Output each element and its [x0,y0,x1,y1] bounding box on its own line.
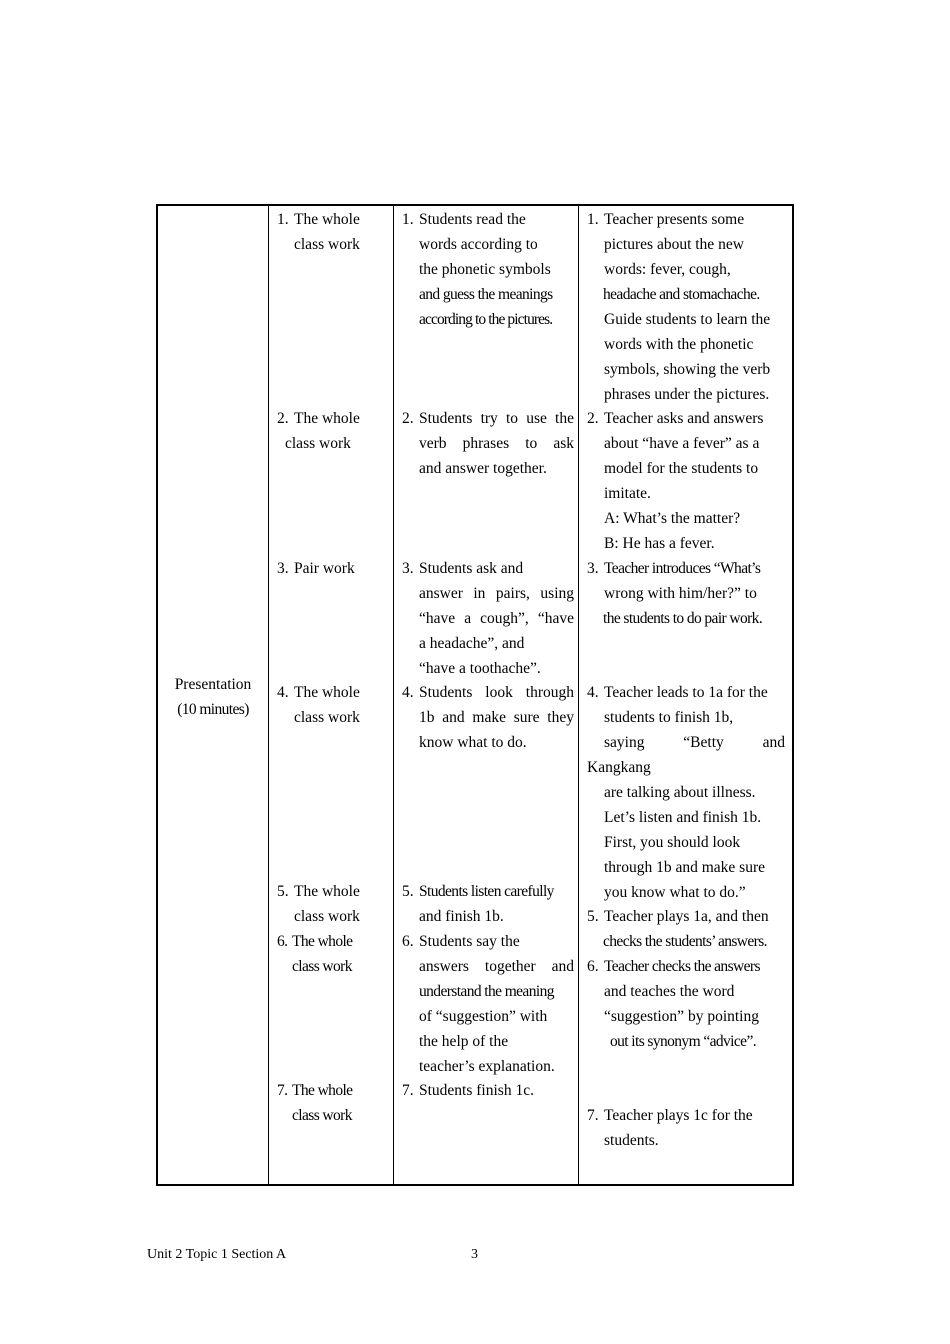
form-item-6: 6. The whole class work [277,933,353,975]
student-item-2: 2. Students try to use the verb phrases to ask and answer together. [402,410,574,477]
stage-duration: (10 minutes) [177,701,249,718]
column-divider [393,206,394,1184]
teacher-item-6: 6. Teacher checks the answers and teaches the word “suggestion” by pointing out its synonym “advice”. [587,958,760,1050]
student-item-3: 3. Students ask and answer in pairs, using “have a cough”, “have a headache”, and “have a toothache”. [402,560,574,677]
form-item-3: 3. Pair work [277,560,355,577]
form-item-2: 2. The whole class work [277,410,360,452]
stage-cell [158,672,268,722]
teacher-item-3: 3. Teacher introduces “What’s wrong with him/her?” to the students to do pair work. [587,560,763,627]
footer-section-label: Unit 2 Topic 1 Section A [147,1247,287,1262]
teacher-item-4: 4. Teacher leads to 1a for the students to finish 1b, saying “Betty and Kangkang are talking about illness. Let’s listen and finish 1b. First, you should look through 1b and make sure you know what to do.” [587,684,785,901]
footer-page-number: 3 [471,1247,478,1262]
form-item-7: 7. The whole class work [277,1082,353,1124]
student-item-7: 7. Students finish 1c. [402,1082,534,1099]
column-divider [268,206,269,1184]
justified-word: and [762,734,785,751]
student-item-6: 6. Students say the answers together and understand the meaning of “suggestion” with the help of the teacher’s explanation. [402,933,574,1075]
stage-name: Presentation [174,676,252,693]
form-item-4: 4. The whole class work [277,684,360,726]
student-item-4: 4. Students look through 1b and make sure they know what to do. [402,684,574,751]
justified-word: “Betty [683,734,724,751]
teacher-item-2: 2. Teacher asks and answers about “have a fever” as a model for the students to imitate. A: What’s the matter? B: He has a fever. [587,410,764,552]
form-item-5: 5. The whole class work [277,883,360,925]
student-item-1: 1. Students read the words according to the phonetic symbols and guess the meanings according to the pictures. [402,211,553,328]
form-item-1: 1. The whole class work [277,211,360,253]
justified-word: saying [604,734,645,751]
teacher-item-1: 1. Teacher presents some pictures about the new words: fever, cough, headache and stomachache. Guide students to learn the words with the phonetic symbols, showing the verb phrases under the pictures. [587,211,771,403]
teacher-item-5: 5. Teacher plays 1a, and then checks the students’ answers. [587,908,769,950]
lesson-plan-table [156,204,794,1186]
teacher-item-7: 7. Teacher plays 1c for the students. [587,1107,753,1149]
student-item-5: 5. Students listen carefully and finish 1b. [402,883,554,925]
column-divider [578,206,579,1184]
